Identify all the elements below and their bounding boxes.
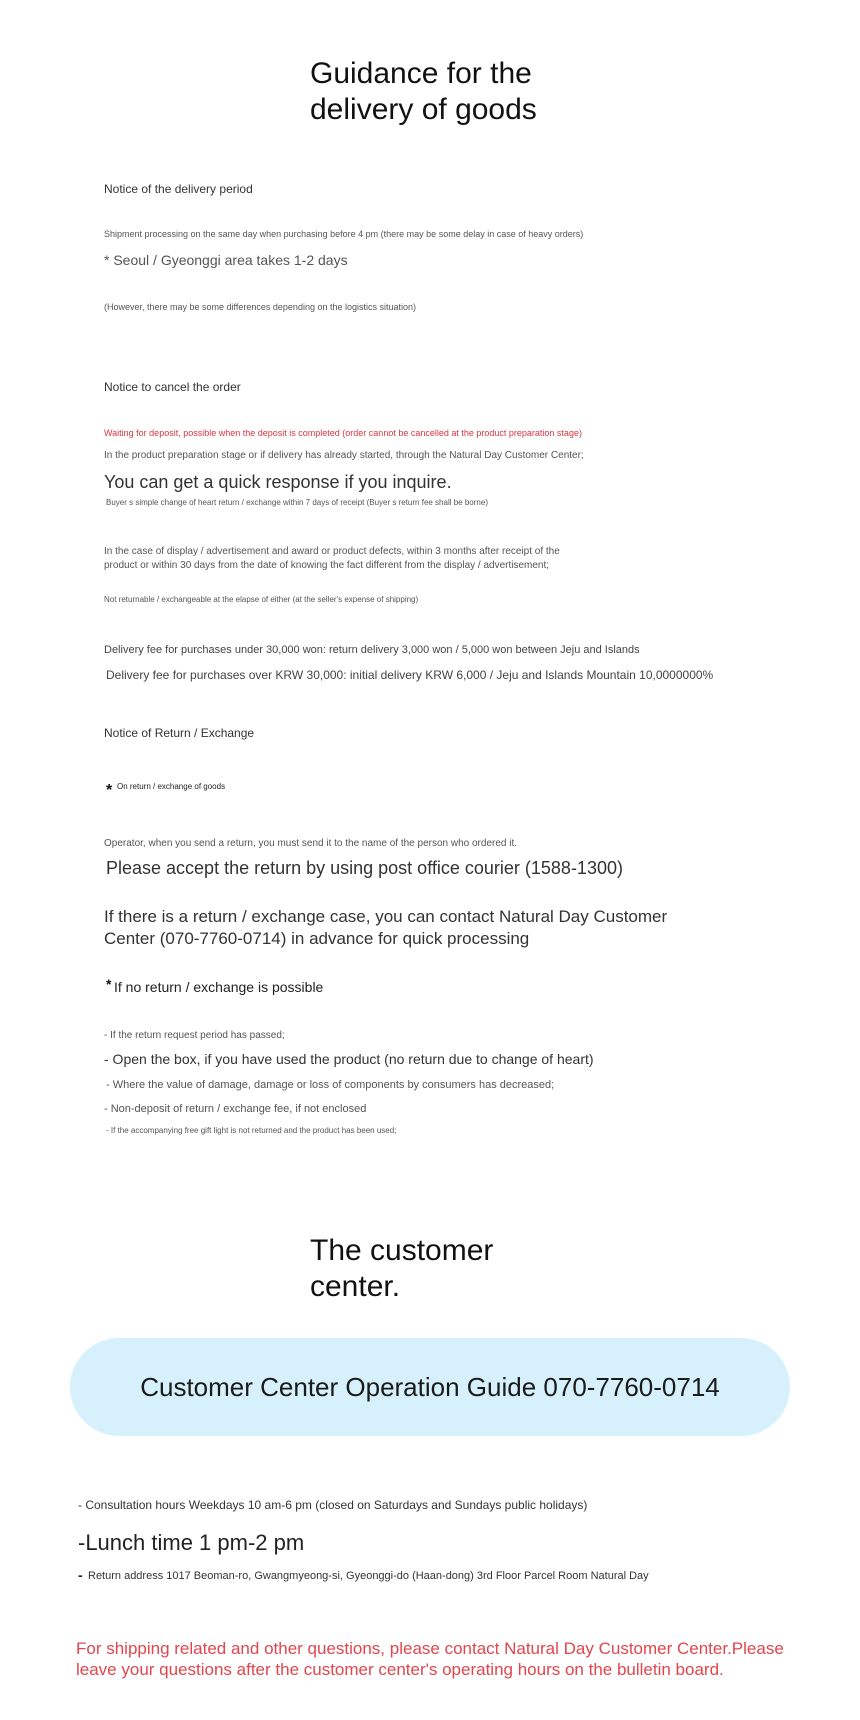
change-of-heart-note: Buyer s simple change of heart return / exchange within 7 days of receipt (Buyer s return fee shall be borne) <box>106 498 488 507</box>
condition-item: - Open the box, if you have used the product (no return due to change of heart) <box>104 1051 594 1067</box>
delivery-title-line2: delivery of goods <box>310 93 537 126</box>
returns-heading: Notice of Return / Exchange <box>104 726 255 740</box>
address-dash: - <box>78 1567 83 1583</box>
return-address: Return address 1017 Beoman-ro, Gwangmyeong-si, Gyeonggi-do (Haan-dong) 3rd Floor Parcel Room Natural Day <box>88 1570 649 1582</box>
cancel-heading: Notice to cancel the order <box>104 380 241 394</box>
customer-center-title-line2: center. <box>310 1270 401 1303</box>
asterisk-marker: * <box>106 976 112 992</box>
footer-contact-note: For shipping related and other questions, please contact Natural Day Customer Center.Please leave your questions after the customer center's operating hours on the bulletin board. <box>76 1639 784 1679</box>
post-office-note: Please accept the return by using post office courier (1588-1300) <box>106 858 623 878</box>
delivery-title-line1: Guidance for the <box>310 57 532 90</box>
no-return-label: If no return / exchange is possible <box>114 979 324 995</box>
consultation-hours: - Consultation hours Weekdays 10 am-6 pm (closed on Saturdays and Sundays public holidays) <box>78 1498 588 1512</box>
operator-note: Operator, when you send a return, you must send it to the name of the person who ordered it. <box>104 838 518 849</box>
condition-item: - Non-deposit of return / exchange fee, if not enclosed <box>104 1103 367 1115</box>
customer-center-title-line1: The customer <box>310 1234 494 1267</box>
fee-over-note: Delivery fee for purchases over KRW 30,000: initial delivery KRW 6,000 / Jeju and Islands Mountain 10,0000000% <box>106 668 714 682</box>
condition-item: - If the return request period has passed; <box>104 1030 285 1041</box>
customer-center-title <box>310 1233 493 1305</box>
prep-stage-note: In the product preparation stage or if delivery has already started, through the Natural Day Customer Center; <box>104 450 584 461</box>
delivery-period-heading: Notice of the delivery period <box>104 182 253 196</box>
operation-guide-banner <box>70 1338 790 1436</box>
quick-response-note: You can get a quick response if you inquire. <box>104 472 452 492</box>
shipment-note: Shipment processing on the same day when purchasing before 4 pm (there may be some delay in case of heavy orders) <box>104 229 584 239</box>
logistics-note: (However, there may be some differences depending on the logistics situation) <box>104 302 417 312</box>
on-return-label: On return / exchange of goods <box>117 782 226 791</box>
delivery-title <box>310 56 537 128</box>
no-return-marker <box>106 976 111 992</box>
not-returnable-note: Not returnable / exchangeable at the elapse of either (at the seller's expense of shipping) <box>104 595 419 604</box>
operation-guide-text: Customer Center Operation Guide 070-7760-0714 <box>140 1372 720 1402</box>
defects-note: In the case of display / advertisement and award or product defects, within 3 months after receipt of the product or within 30 days from the date of knowing the fact different from the display / advertisement; <box>104 546 560 571</box>
lunch-time: -Lunch time 1 pm-2 pm <box>78 1530 305 1555</box>
fee-under-note: Delivery fee for purchases under 30,000 won: return delivery 3,000 won / 5,000 won between Jeju and Islands <box>104 644 640 656</box>
waiting-deposit-note: Waiting for deposit, possible when the deposit is completed (order cannot be cancelled at the product preparation stage) <box>104 428 582 438</box>
condition-item: - If the accompanying free gift light is not returned and the product has been used; <box>106 1126 397 1135</box>
contact-note: If there is a return / exchange case, you can contact Natural Day Customer Center (070-7760-0714) in advance for quick processing <box>104 907 668 948</box>
return-marker <box>106 782 112 800</box>
asterisk-marker: * <box>106 782 113 799</box>
area-note: * Seoul / Gyeonggi area takes 1-2 days <box>104 252 348 268</box>
condition-item: - Where the value of damage, damage or loss of components by consumers has decreased; <box>106 1079 555 1091</box>
